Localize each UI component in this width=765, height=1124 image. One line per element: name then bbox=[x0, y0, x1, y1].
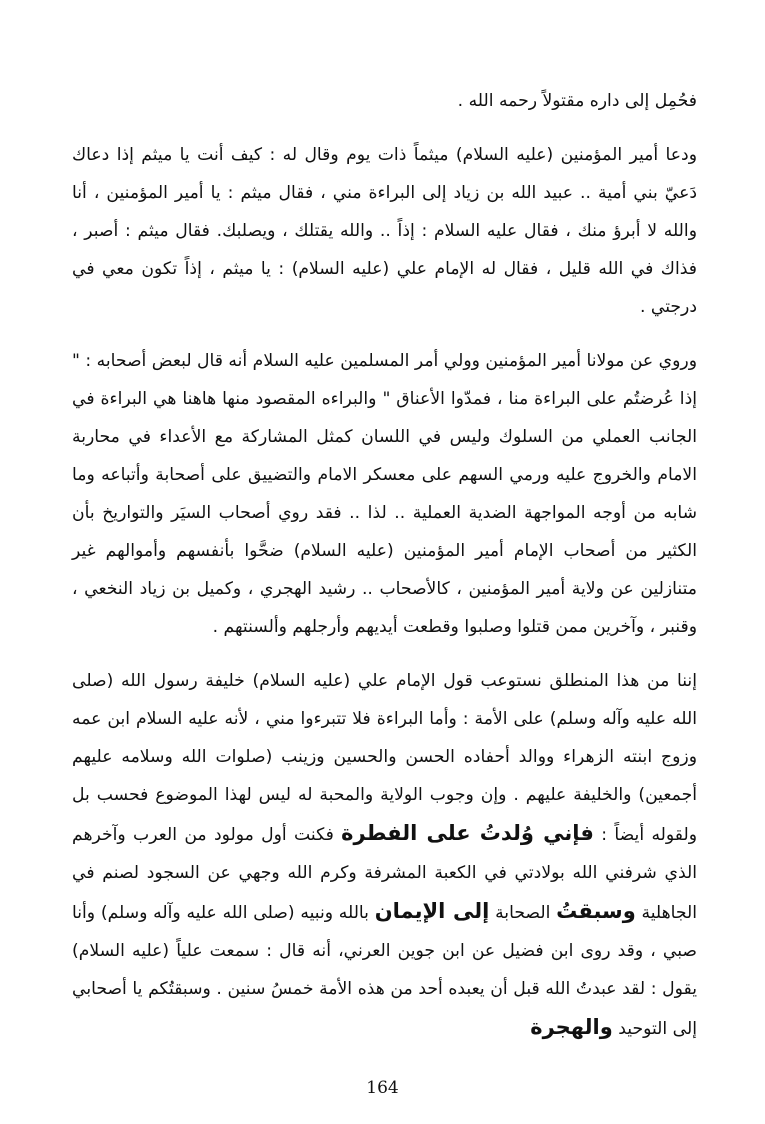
paragraph-imam-ali bbox=[72, 662, 697, 1048]
bold-phrase-hijra: والهجرة bbox=[530, 1015, 613, 1039]
bold-phrase-born: فإني وُلدتُ على الفطرة bbox=[341, 821, 594, 845]
page-number: 164 bbox=[366, 1078, 399, 1098]
bold-phrase-faith: إلى الإيمان bbox=[374, 899, 490, 923]
bold-phrase-preceded: وسبقتُ bbox=[556, 899, 636, 923]
paragraph-text: الصحابة bbox=[495, 903, 551, 923]
paragraph-text: فكنت أول مولود من العرب وآخرهم الذي شرفني الله بولادتي في الكعبة المشرفة وكرم الله وجهي عن السجود لصنم في الجاهلية bbox=[72, 825, 698, 923]
first-line: فحُمِل إلى داره مقتولاً رحمه الله . bbox=[457, 91, 697, 111]
page-body bbox=[72, 82, 697, 1048]
paragraph-text: بالله ونبيه (صلى الله عليه وآله وسلم) وأنا صبي ، وقد روى ابن فضيل عن ابن جوين العرني، أنه قال : سمعت علياً (عليه السلام) يقول : لقد عبدتُ الله قبل أن يعبده أحد من هذه الأمة خمسُ سنين . وسبقتُكم يا أصحابي إلى التوحيد bbox=[72, 903, 697, 1039]
paragraph-meethem: ودعا أمير المؤمنين (عليه السلام) ميثماً ذات يوم وقال له : كيف أنت يا ميثم إذا دعاك دَعيّ بني أمية .. عبيد الله بن زياد إلى البراءة مني ، فقال ميثم : يا أمير المؤمنين ، أنا والله لا أبرؤ منك ، فقال عليه السلام : إذاً .. والله يقتلك ، ويصلبك. فقال ميثم : أصبر ، فذاك في الله قليل ، فقال له الإمام علي (عليه السلام) : يا ميثم ، إذاً تكون معي في درجتي . bbox=[72, 145, 697, 317]
paragraph-baraa: وروي عن مولانا أمير المؤمنين وولي أمر المسلمين عليه السلام أنه قال لبعض أصحابه : " إذا عُرضتُم على البراءة منا ، فمدّوا الأعناق " والبراءه المقصود منها هاهنا هي البراءة في الجانب العملي من السلوك وليس في اللسان كمثل المشاركة مع الأعداء في محاربة الامام والخروج عليه ورمي السهم على معسكر الامام والتضييق على أصحابة وأتباعه وما شابه من أوجه المواجهة الضدية العملية .. لذا .. فقد روي أصحاب السيَر والتواريخ بأن الكثير من أصحاب الإمام أمير المؤمنين (عليه السلام) ضحَّوا بأنفسهم وأموالهم غير متنازلين عن ولاية أمير المؤمنين ، كالأصحاب .. رشيد الهجري ، وكميل بن زياد النخعي ، وقنبر ، وآخرين ممن قتلوا وصلبوا وقطعت أيديهم وأرجلهم وألسنتهم . bbox=[72, 351, 697, 637]
paragraph-text: إننا من هذا المنطلق نستوعب قول الإمام علي (عليه السلام) خليفة رسول الله (صلى الله عليه وآله وسلم) على الأمة : وأما البراءة فلا تتبرءوا مني ، لأنه عليه السلام ابن عمه وزوج ابنته الزهراء ووالد أحفاده الحسن والحسين وزينب (صلوات الله وسلامه عليهم أجمعين) والخليفة عليهم . وإن وجوب الولاية والمحبة له ليس لهذا الموضوع فحسب بل ولقوله أيضاً : bbox=[72, 671, 698, 845]
